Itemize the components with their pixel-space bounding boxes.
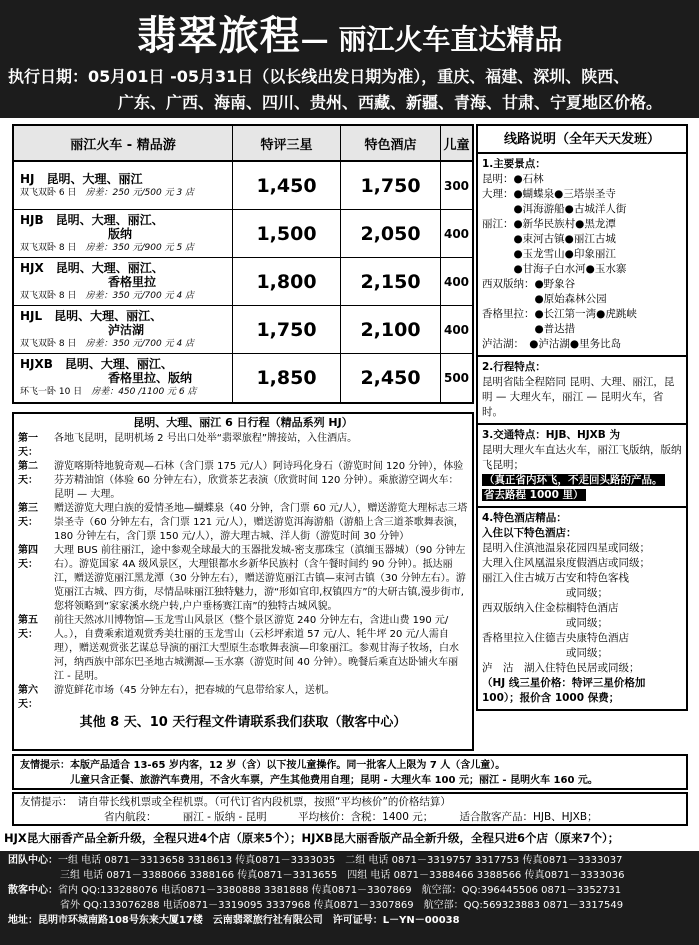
attraction-line: ●普达措 [482, 323, 576, 335]
contact-dept: 散客中心： [8, 885, 58, 896]
notice-line: 儿童只含正餐、旅游汽车费用，不含火车票，产生其他费用自理；昆明 - 大理火车 100 元；丽江 - 昆明火车 160 元。 [20, 775, 598, 786]
contact-info: 省内 QQ:133288076 电话0871－3380888 3381888 传真0871－3307869 [58, 885, 412, 896]
price-hotel: 2,050 [341, 210, 441, 257]
route-mode: 双飞双卧 6 日 [20, 187, 77, 198]
day-label: 第六天： [18, 685, 38, 710]
contact-info: 三组 电话 0871－3388066 3388166 传真0871－3313655 [60, 870, 338, 881]
room-diff: 房差：450 /1100 元 6 店 [91, 387, 197, 397]
room-diff: 房差：350 元/700 元 4 店 [85, 338, 195, 349]
route-code: HJ [20, 171, 35, 186]
attraction-line: 泸沽湖： ●泸沽湖●里务比岛 [482, 338, 622, 350]
attraction-line: 昆明：●石林 [482, 173, 544, 185]
section-title: 2.行程特点： [482, 361, 546, 373]
section-text: 昆明大理火车直达火车，丽江飞版纳，版纳飞昆明； [482, 444, 682, 471]
header-banner [0, 0, 699, 118]
route-notes-title: 线路说明（全年天天发班） [478, 126, 686, 154]
attraction-line: ●玉龙雪山●印象丽江 [482, 248, 616, 260]
price-child: 400 [443, 322, 470, 337]
hotel-line: 昆明入住滇池温泉花园四星或同级； [482, 542, 650, 554]
section-title: 1.主要景点： [482, 158, 546, 170]
contact-info: 二组 电话 0871－3319757 3317753 传真0871－3333037 [345, 855, 623, 866]
contact-info: 四组 电话 0871－3388466 3388566 传真0871－3333036 [347, 870, 625, 881]
price-child: 300 [443, 178, 470, 193]
hotel-line: 泸 沽 湖入住特色民居或同级； [482, 662, 640, 674]
contact-row [8, 898, 691, 913]
route-name: 昆明、大理、丽江 [46, 171, 143, 186]
table-row [14, 306, 472, 354]
price-hotel: 1,750 [341, 162, 441, 209]
route-code: HJX [20, 260, 44, 275]
day-text: 游览鲜花市场（45 分钟左右），把春城的气息带给家人，送机。 [54, 685, 335, 696]
route-name-2: 泸沽湖 [108, 322, 145, 337]
price-three-star: 1,450 [233, 162, 341, 209]
table-header [14, 126, 472, 162]
route-mode: 双飞双卧 8 日 [20, 290, 77, 301]
itinerary-day [18, 502, 468, 544]
day-text: 各地飞昆明，昆明机场 2 号出口处举“翡翠旅程”牌接站，入住酒店。 [54, 433, 358, 444]
itinerary-day [18, 544, 468, 614]
itinerary-footer: 其他 8 天、10 天行程文件请联系我们获取（散客中心） [79, 715, 407, 730]
attraction-line: ●甘海子白水河●玉水寨 [482, 263, 627, 275]
tip-line: 省内航段： 丽江 - 版纳 - 昆明 平均核价：含税：1400 元； 适合散客产品：HJB、HJXB； [20, 811, 598, 823]
contact-row [8, 868, 691, 883]
ticket-tip-box [12, 792, 688, 826]
col-header-hotel: 特色酒店 [341, 126, 441, 160]
section-hotels [478, 508, 686, 709]
contact-footer [0, 851, 699, 945]
day-label: 第三天： [18, 503, 38, 528]
brand-title: 翡翠旅程 [136, 12, 301, 59]
table-row [14, 162, 472, 210]
hotel-line: 香格里拉入住德吉央康特色酒店 [482, 632, 629, 644]
contact-row [8, 853, 691, 868]
notice-line: 友情提示：本版产品适合 13-65 岁内客，12 岁（含）以下按儿童操作。同一批客人上限为 7 人（含儿童）。 [20, 760, 506, 771]
page-title [0, 4, 699, 61]
room-diff: 房差：350 元/900 元 5 店 [85, 242, 195, 253]
itinerary-day [18, 684, 468, 712]
attraction-line: ●洱海游船●古城洋人街 [482, 203, 627, 215]
route-mode: 双飞双卧 8 日 [20, 338, 77, 349]
price-three-star: 1,500 [233, 210, 341, 257]
contact-info: 航空部：QQ:396445506 0871－3352731 [421, 885, 622, 896]
price-table [12, 124, 474, 404]
route-name: 昆明、大理、丽江、 [64, 357, 173, 371]
route-name: 昆明、大理、丽江、 [54, 308, 163, 323]
section-text: 昆明省陆全程陪同 昆明、大理、丽江，昆明 — 大理火车，丽江 — 昆明火车，省时。 [482, 376, 675, 418]
price-child: 400 [443, 226, 470, 241]
attraction-line: ●原始森林公园 [482, 293, 607, 305]
contact-dept: 团队中心： [8, 855, 58, 866]
contact-info: 省外 QQ:133076288 电话0871－3319095 3337968 传真0871－3307869 [60, 900, 414, 911]
price-child: 400 [443, 274, 470, 289]
attraction-line: 西双版纳：●野象谷 [482, 278, 576, 290]
date-line-2: 广东、广西、海南、四川、贵州、西藏、新疆、青海、甘肃、宁夏地区价格。 [118, 93, 663, 112]
itinerary-day [18, 432, 468, 460]
notice-box [12, 754, 688, 790]
route-name: 昆明、大理、丽江、 [55, 212, 164, 227]
upgrade-banner: HJX昆大丽香产品全新升级，全程只进4个店（原来5个）；HJXB昆大丽香版产品全新升级，全程只进6个店（原来7个）； [4, 831, 620, 845]
brand-subtitle: — 丽江火车直达精品 [300, 23, 563, 56]
route-name: 昆明、大理、丽江、 [55, 260, 164, 275]
table-row [14, 210, 472, 258]
route-code: HJL [20, 308, 43, 323]
contact-row [8, 883, 691, 898]
section-title: 4.特色酒店精品： [482, 512, 567, 524]
day-label: 第二天： [18, 461, 38, 486]
itinerary-day [18, 460, 468, 502]
route-mode: 环飞一卧 10 日 [20, 387, 83, 397]
route-notes [476, 124, 688, 711]
hotel-line: 或同级； [482, 617, 608, 629]
price-three-star: 1,800 [233, 258, 341, 305]
section-transport [478, 425, 686, 508]
table-row [14, 258, 472, 306]
day-text: 大理 BUS 前往丽江，途中参观全球最大的玉器批发城-密支那珠宝（滇缅玉器城）（90 分钟左右）。游览国家 4A 级风景区，大理银都水乡新华民族村（含午餐时间约 90 分钟）。抵达丽江，赠送游览丽江黑龙潭（30 分钟左右），赠送游览丽江古镇—束河古镇（30 分钟左右）。游览丽江古城、四方街，尽情品味丽江独特魅力，游“形如官印,权镇四方”的大研古镇,漫步街市,您将领略到“家家溪水绕户转,户户垂杨赛江南”的独特古城风貌。 [54, 545, 466, 612]
tip-line: 友情提示： 请自带长线机票或全程机票。（可代订省内段机票，按照“平均核价”的价格结算） [20, 796, 451, 808]
price-child: 500 [443, 371, 470, 385]
route-mode: 双飞双卧 8 日 [20, 242, 77, 253]
highlight-note: （真正省内环飞，不走回头路的产品。 [484, 474, 663, 486]
route-name-2: 香格里拉 [108, 274, 157, 289]
hj-price-note: （HJ 线三星价格：特评三星价格加 100）；报价含 1000 保费； [482, 677, 646, 704]
price-hotel: 2,450 [341, 354, 441, 402]
itinerary-box [12, 412, 474, 751]
col-header-three-star: 特评三星 [233, 126, 341, 160]
day-text: 前往天然冰川博物馆—玉龙雪山风景区（整个景区游览 240 分钟左右，含进山费 190 元/人。），自费乘索道观赏秀美壮丽的玉龙雪山（云杉坪索道 57 元/人、牦牛坪 20 元/人需自理），赠送观赏张艺谋总导演的丽江大型原生态歌舞表演—印象丽江。参观甘海子牧场，白水河，纳西族中部东巴圣地古城溯源—玉水寨（游览时间 40 分钟）。晚餐后乘直达卧铺火车丽江 - 昆明。 [54, 615, 459, 682]
col-header-route: 丽江火车 - 精品游 [14, 126, 233, 160]
highlight-note: 省去路程 1000 里） [484, 489, 584, 501]
table-row [14, 354, 472, 402]
attraction-line: 大理：●蝴蝶泉●三塔崇圣寺 [482, 188, 616, 200]
day-text: 赠送游览大理白族的爱情圣地—蝴蝶泉（40 分钟，含门票 60 元/人），赠送游览大理标志三塔崇圣寺（60 分钟左右，含门票 121 元/人），赠送游览洱海游船（游船上含三道茶歌舞表演，180 分钟左右，含门票 150 元/人），游大理古城、洋人街（游览时间 30 分钟） [54, 503, 468, 542]
company-address: 地址：昆明市环城南路108号东来大厦17楼 云南翡翠旅行社有限公司 许可证号：L－YN－00038 [8, 915, 460, 926]
price-hotel: 2,150 [341, 258, 441, 305]
section-features [478, 357, 686, 425]
room-diff: 房差：250 元/500 元 3 店 [85, 187, 195, 198]
price-three-star: 1,750 [233, 306, 341, 353]
price-hotel: 2,100 [341, 306, 441, 353]
route-name-2: 版纳 [108, 226, 133, 241]
room-diff: 房差：350 元/700 元 4 店 [85, 290, 195, 301]
hotel-line: 丽江入住古城万古安和特色客栈 [482, 572, 629, 584]
contact-info: 航空部：QQ:569323883 0871－3317549 [423, 900, 624, 911]
route-code: HJB [20, 212, 44, 227]
day-label: 第五天： [18, 615, 38, 640]
attraction-line: ●束河古镇●丽江古城 [482, 233, 616, 245]
itinerary-title: 昆明、大理、丽江 6 日行程（精品系列 HJ） [133, 416, 353, 429]
section-title: 3.交通特点：HJB、HJXB 为 [482, 429, 620, 441]
section-subtitle: 入住以下特色酒店： [482, 527, 577, 539]
attraction-line: 香格里拉：●长江第一湾●虎跳峡 [482, 308, 637, 320]
hotel-line: 或同级； [482, 647, 608, 659]
route-name-2: 香格里拉、版纳 [108, 371, 193, 385]
section-attractions [478, 154, 686, 357]
route-code: HJXB [20, 357, 53, 371]
price-three-star: 1,850 [233, 354, 341, 402]
day-text: 游览喀斯特地貌奇观—石林（含门票 175 元/人）阿诗玛化身石（游览时间 120 分钟），体验芬芳精油馆（体验 60 分钟左右），欣赏茶艺表演（欣赏时间 120 分钟）。乘旅游空调火车：昆明 — 大理。 [54, 461, 464, 500]
date-line-1: 执行日期：05月01日 -05月31日（以长线出发日期为准），重庆、福建、深圳、陕西、 [8, 67, 630, 86]
attraction-line: 丽江：●新华民族村●黑龙潭 [482, 218, 616, 230]
hotel-line: 或同级； [482, 587, 608, 599]
hotel-line: 大理入住风凰温泉度假酒店或同级； [482, 557, 650, 569]
day-label: 第四天： [18, 545, 38, 570]
itinerary-day [18, 614, 468, 684]
contact-info: 一组 电话 0871－3313658 3318613 传真0871－3333035 [58, 855, 336, 866]
day-label: 第一天： [18, 433, 38, 458]
col-header-child: 儿童 [443, 137, 470, 153]
hotel-line: 西双版纳入住金棕榈特色酒店 [482, 602, 619, 614]
